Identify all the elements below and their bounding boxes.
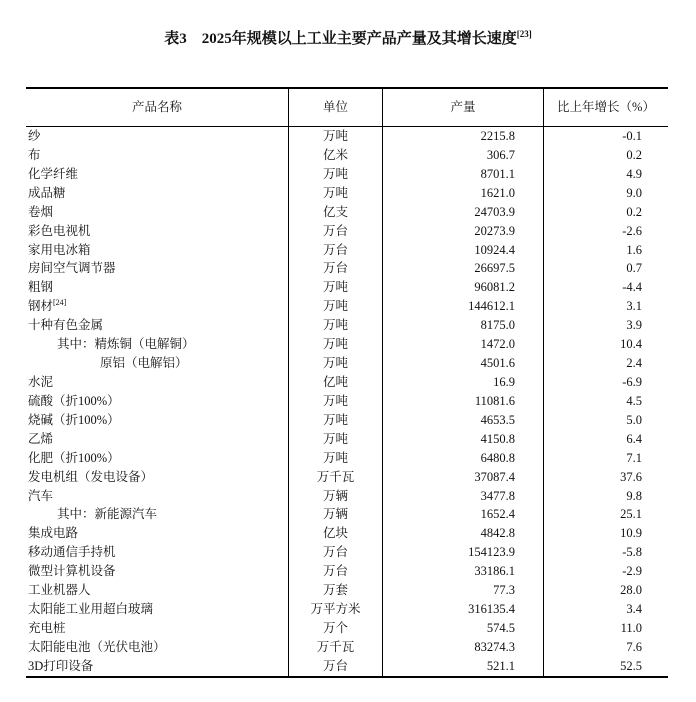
title-footnote: [23] [516,29,532,39]
product-name-text: 其中：精炼铜（电解铜） [57,337,195,352]
growth: -0.1 [622,129,642,143]
growth: 11.0 [620,620,642,635]
output: 4501.6 [383,354,544,373]
unit: 万套 [289,581,383,600]
table-row [26,468,668,487]
growth: 10.9 [620,526,642,541]
output: 521.1 [383,657,544,676]
unit: 万吨 [289,392,383,411]
product-name-text: 太阳能工业用超白玻璃 [28,602,154,617]
table-row [26,127,668,146]
product-name-text: 其中：新能源汽车 [57,507,158,522]
output: 1652.4 [383,505,544,524]
table-row [26,165,668,184]
product-name [26,335,289,354]
table-row [26,449,668,468]
unit: 万吨 [289,127,383,146]
unit: 亿块 [289,524,383,543]
table-row [26,278,668,297]
production-table [26,87,668,678]
product-name [26,411,289,430]
product-name [26,619,289,638]
growth: -2.9 [622,564,642,579]
table-row [26,335,668,354]
product-name [26,449,289,468]
product-name-text: 化学纤维 [28,166,79,181]
output: 144612.1 [383,297,544,316]
growth: 4.5 [626,393,642,408]
table-body [26,127,668,676]
header-product: 产品名称 [26,89,289,126]
growth: 4.9 [626,166,642,181]
unit: 万吨 [289,335,383,354]
unit: 万辆 [289,505,383,524]
output: 26697.5 [383,259,544,278]
growth: -5.8 [622,545,642,560]
output: 4842.8 [383,524,544,543]
unit: 万吨 [289,297,383,316]
product-name-text: 水泥 [28,374,54,389]
table-row [26,543,668,562]
table-row [26,487,668,506]
product-name-text: 成品糖 [28,185,66,200]
growth: 5.0 [626,412,642,427]
unit: 万吨 [289,316,383,335]
product-name-text: 钢材 [28,299,54,314]
output: 20273.9 [383,222,544,241]
product-name [26,505,289,524]
unit: 万吨 [289,354,383,373]
growth: 37.6 [620,469,642,484]
product-name [26,184,289,203]
product-name [26,430,289,449]
product-name-text: 太阳能电池（光伏电池） [28,639,166,654]
unit: 亿支 [289,203,383,222]
product-name [26,241,289,260]
output: 3477.8 [383,487,544,506]
table-row [26,373,668,392]
product-name-text: 化肥（折100%） [28,450,120,465]
product-name [26,127,289,146]
table-row [26,184,668,203]
unit: 万台 [289,259,383,278]
growth: 6.4 [626,431,642,446]
growth: 3.4 [626,602,642,617]
product-name [26,487,289,506]
unit: 万平方米 [289,600,383,619]
output: 1472.0 [383,335,544,354]
table-row [26,524,668,543]
output: 2215.8 [383,127,544,146]
product-name [26,543,289,562]
output: 8175.0 [383,316,544,335]
growth: 3.1 [626,299,642,314]
unit: 万千瓦 [289,638,383,657]
unit: 万个 [289,619,383,638]
unit: 万吨 [289,411,383,430]
header-growth: 比上年增长（%） [557,100,655,114]
growth: 0.2 [626,147,642,162]
product-name-text: 工业机器人 [28,583,91,598]
product-name-text: 移动通信手持机 [28,545,116,560]
growth: 9.8 [626,488,642,503]
product-name-text: 充电桩 [28,620,66,635]
growth: 3.9 [626,318,642,333]
product-name [26,638,289,657]
product-name-text: 烧碱（折100%） [28,412,120,427]
growth: 52.5 [620,658,642,673]
product-name-text: 彩色电视机 [28,223,91,238]
unit: 亿吨 [289,373,383,392]
unit: 万吨 [289,278,383,297]
table-row [26,600,668,619]
product-name-text: 乙烯 [28,431,54,446]
growth: 0.2 [626,204,642,219]
growth: 25.1 [620,507,642,522]
product-name [26,354,289,373]
table-row [26,297,668,316]
table-row [26,241,668,260]
table-row [26,203,668,222]
product-name-text: 集成电路 [28,526,79,541]
table-row [26,638,668,657]
header-output: 产量 [383,89,544,126]
title-text: 表3 2025年规模以上工业主要产品产量及其增长速度 [164,31,517,47]
unit: 万台 [289,241,383,260]
product-name [26,373,289,392]
product-name-text: 汽车 [28,488,54,503]
growth: -6.9 [622,374,642,389]
output: 10924.4 [383,241,544,260]
unit: 万台 [289,657,383,676]
product-name-text: 3D打印设备 [28,658,94,673]
output: 83274.3 [383,638,544,657]
output: 154123.9 [383,543,544,562]
product-name [26,259,289,278]
output: 96081.2 [383,278,544,297]
output: 11081.6 [383,392,544,411]
product-name-text: 布 [28,147,41,162]
product-name [26,600,289,619]
unit: 万千瓦 [289,468,383,487]
product-name [26,562,289,581]
product-name [26,222,289,241]
unit: 万吨 [289,165,383,184]
table-row [26,146,668,165]
product-name [26,468,289,487]
growth: 1.6 [626,242,642,257]
output: 4150.8 [383,430,544,449]
growth: 9.0 [626,185,642,200]
growth: 10.4 [620,337,642,352]
growth: 7.1 [626,450,642,465]
unit: 万吨 [289,449,383,468]
product-name [26,524,289,543]
table-title [0,27,696,48]
product-name-text: 房间空气调节器 [28,261,116,276]
footnote-ref: [24] [53,298,67,308]
output: 8701.1 [383,165,544,184]
table-row [26,354,668,373]
unit: 万吨 [289,430,383,449]
unit: 万台 [289,562,383,581]
table-row [26,619,668,638]
output: 306.7 [383,146,544,165]
output: 33186.1 [383,562,544,581]
table-row [26,222,668,241]
product-name [26,657,289,676]
output: 16.9 [383,373,544,392]
table-row [26,316,668,335]
output: 574.5 [383,619,544,638]
growth: 0.7 [626,261,642,276]
output: 4653.5 [383,411,544,430]
table-row [26,657,668,676]
unit: 万吨 [289,184,383,203]
table-row [26,430,668,449]
product-name-text: 原铝（电解铝） [100,356,188,371]
table-row [26,505,668,524]
unit: 万辆 [289,487,383,506]
growth: -4.4 [622,280,642,295]
output: 37087.4 [383,468,544,487]
output: 1621.0 [383,184,544,203]
header-unit: 单位 [289,89,383,126]
product-name [26,316,289,335]
table-row [26,259,668,278]
product-name-text: 硫酸（折100%） [28,393,120,408]
unit: 万台 [289,222,383,241]
product-name-text: 发电机组（发电设备） [28,469,154,484]
table-row [26,411,668,430]
table-row [26,562,668,581]
output: 77.3 [383,581,544,600]
product-name [26,203,289,222]
product-name-text: 纱 [28,129,41,143]
product-name [26,278,289,297]
unit: 万台 [289,543,383,562]
product-name [26,297,289,316]
product-name [26,146,289,165]
unit: 亿米 [289,146,383,165]
growth: 28.0 [620,583,642,598]
table-row [26,581,668,600]
growth: 7.6 [626,639,642,654]
table-header [26,89,668,127]
product-name [26,165,289,184]
output: 6480.8 [383,449,544,468]
output: 316135.4 [383,600,544,619]
table-row [26,392,668,411]
product-name-text: 十种有色金属 [28,318,104,333]
product-name-text: 家用电冰箱 [28,242,91,257]
product-name-text: 粗钢 [28,280,54,295]
product-name-text: 卷烟 [28,204,54,219]
growth: 2.4 [626,356,642,371]
output: 24703.9 [383,203,544,222]
product-name-text: 微型计算机设备 [28,564,116,579]
growth: -2.6 [622,223,642,238]
product-name [26,581,289,600]
product-name [26,392,289,411]
